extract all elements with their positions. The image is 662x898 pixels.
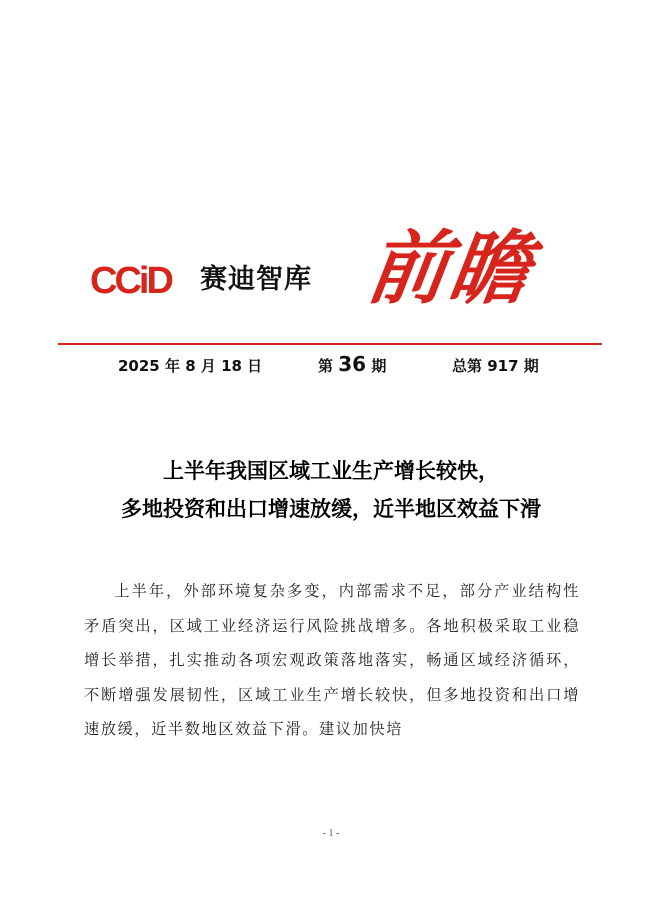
issue-info	[0, 352, 662, 378]
issue-date: 2025 年 8 月 18 日	[118, 357, 263, 375]
title-line-2: 多地投资和出口增速放缓，近半地区效益下滑	[121, 497, 541, 521]
page-number: - 1 -	[322, 828, 340, 839]
masthead	[90, 222, 570, 332]
title-line-1: 上半年我国区域工业生产增长较快，	[163, 459, 499, 483]
issue-number-value: 36	[338, 352, 367, 376]
header-divider	[58, 343, 602, 345]
article-title	[0, 452, 662, 528]
think-tank-name: 赛迪智库	[200, 264, 312, 295]
ccid-logo: CCiD	[90, 260, 171, 302]
issue-number	[318, 352, 386, 376]
issue-number-prefix: 第	[318, 357, 334, 375]
issue-total: 总第 917 期	[452, 357, 539, 375]
article-paragraph: 上半年，外部环境复杂多变，内部需求不足，部分产业结构性矛盾突出，区域工业经济运行风险挑战增多。各地积极采取工业稳增长举措，扎实推动各项宏观政策落地落实，畅通区域经济循环，不断增强发展韧性，区域工业生产增长较快，但多地投资和出口增速放缓，近半数地区效益下滑。建议加快培	[84, 582, 580, 738]
column-title: 前瞻	[361, 221, 539, 315]
issue-number-suffix: 期	[371, 357, 387, 375]
